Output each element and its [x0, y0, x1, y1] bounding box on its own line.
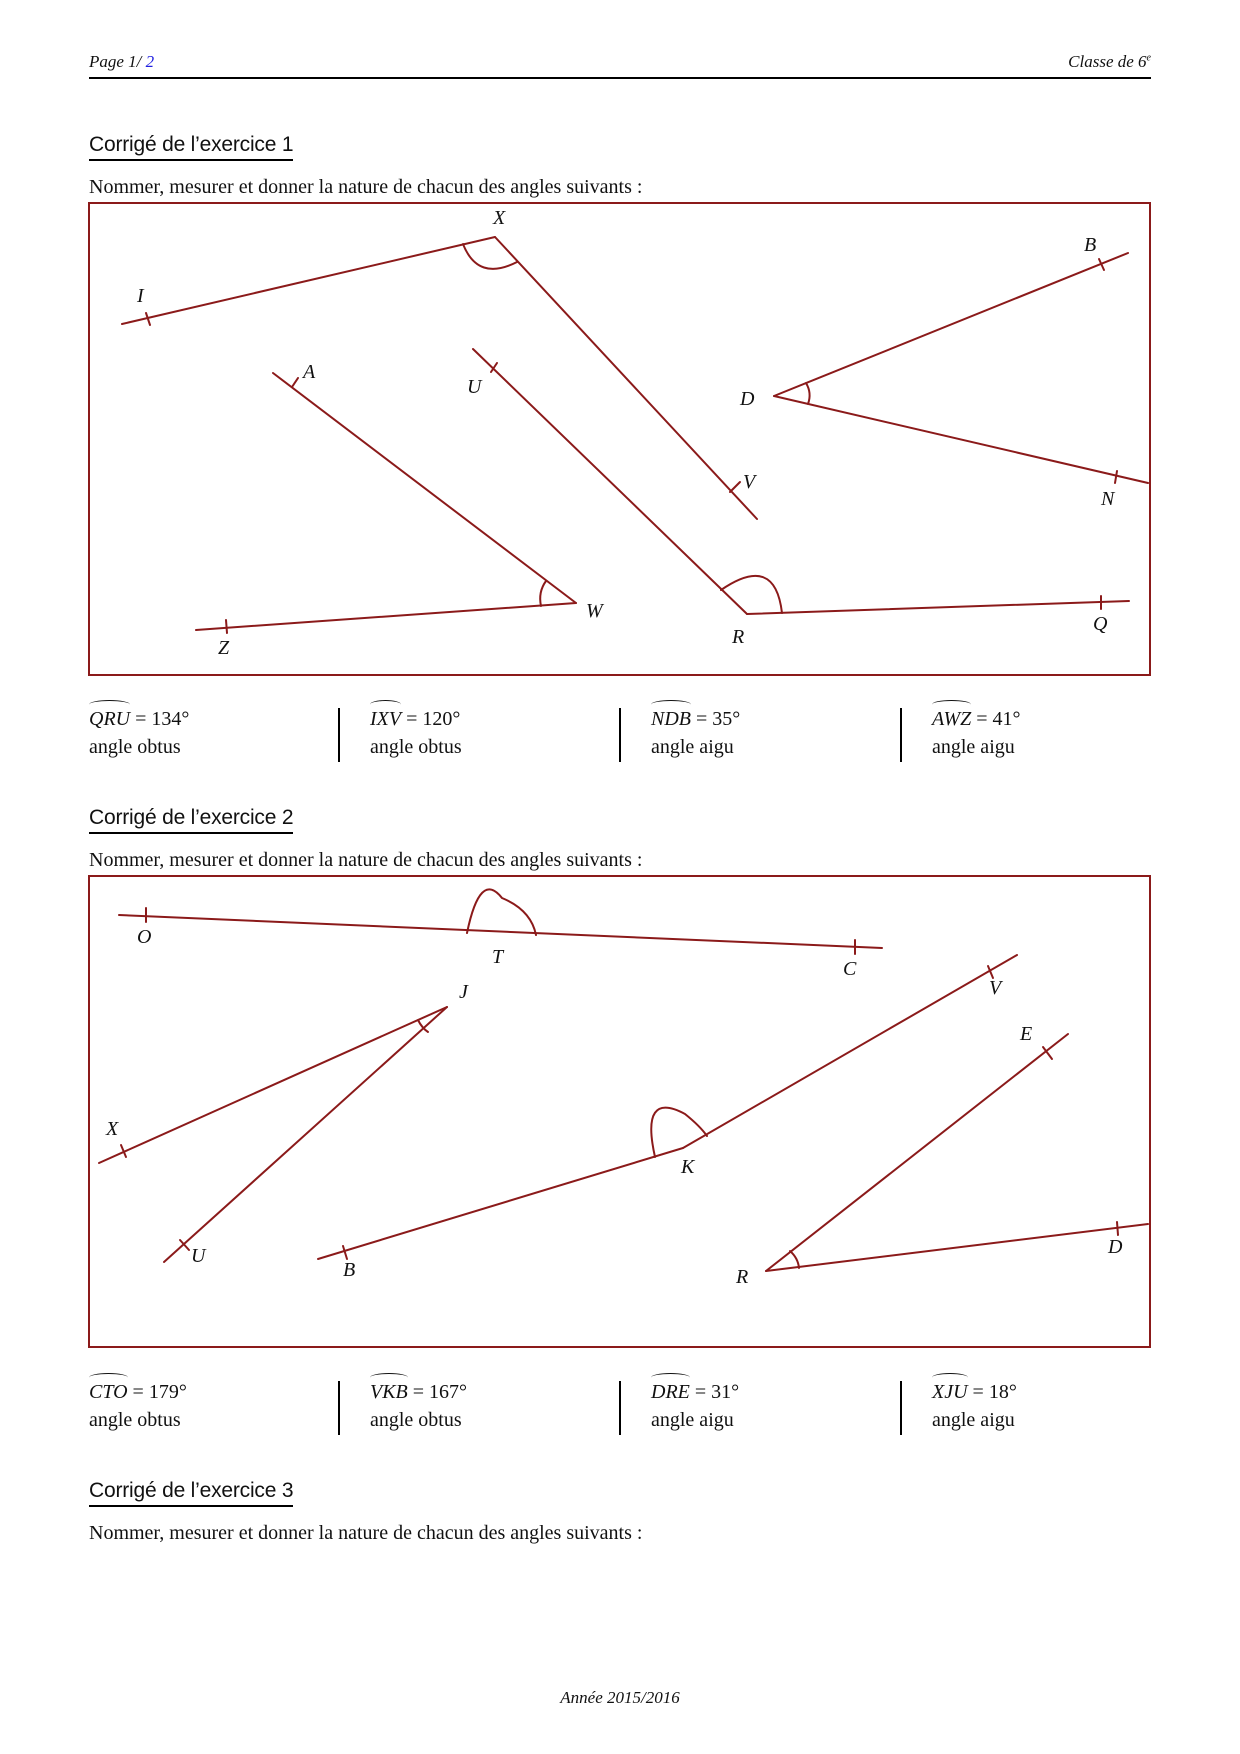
angle-name: AWZ — [932, 706, 971, 732]
angle-name: NDB — [651, 706, 691, 732]
point-label-x: X — [493, 207, 506, 229]
point-label-t: T — [492, 946, 504, 968]
point-label-w: W — [586, 600, 603, 622]
angle-nature: angle obtus — [370, 1409, 462, 1431]
point-label-v: V — [743, 471, 756, 493]
angle-name: QRU — [89, 706, 130, 732]
point-label-a: A — [303, 361, 316, 383]
point-label-v2: V — [989, 977, 1002, 999]
angle-name: IXV — [370, 706, 401, 732]
angle-ixv-figure — [122, 237, 757, 519]
angle-nature: angle aigu — [651, 736, 734, 758]
angle-value: = 18° — [972, 1381, 1017, 1403]
angle-name: CTO — [89, 1379, 128, 1405]
exercise-2-instruction: Nommer, mesurer et donner la nature de chacun des angles suivants : — [89, 849, 643, 871]
angle-nature: angle aigu — [932, 736, 1015, 758]
page-prefix: Page 1/ — [89, 52, 146, 71]
angle-value: = 134° — [135, 708, 190, 730]
point-label-r2: R — [736, 1266, 749, 1288]
point-label-d2: D — [1108, 1236, 1123, 1258]
angle-value: = 179° — [132, 1381, 187, 1403]
class-sup: e — [1146, 52, 1151, 64]
exercise-1-title: Corrigé de l’exercice 1 — [89, 133, 293, 161]
point-label-n: N — [1101, 488, 1115, 510]
exercise-2-title: Corrigé de l’exercice 2 — [89, 806, 293, 834]
point-label-u: U — [467, 376, 482, 398]
angle-name: DRE — [651, 1379, 690, 1405]
angle-awz-figure — [196, 373, 576, 633]
angle-nature: angle obtus — [89, 736, 181, 758]
angle-nature: angle obtus — [370, 736, 462, 758]
angle-value: = 167° — [412, 1381, 468, 1403]
angle-value: = 41° — [976, 708, 1021, 730]
angle-nature: angle aigu — [932, 1409, 1015, 1431]
point-label-d: D — [740, 388, 755, 410]
angle-nature: angle obtus — [89, 1409, 181, 1431]
angle-value: = 31° — [694, 1381, 740, 1403]
point-label-q: Q — [1093, 613, 1108, 635]
angle-vkb-figure — [318, 955, 1017, 1259]
point-label-e: E — [1020, 1023, 1033, 1045]
angle-name: XJU — [932, 1379, 968, 1405]
point-label-b: B — [1084, 234, 1097, 256]
page-total-link[interactable]: 2 — [145, 52, 155, 71]
point-label-k: K — [681, 1156, 695, 1178]
angle-nature: angle aigu — [651, 1409, 734, 1431]
point-label-i: I — [137, 285, 144, 307]
point-label-j: J — [459, 981, 468, 1003]
point-label-u2: U — [191, 1245, 206, 1267]
angle-value: = 35° — [696, 708, 741, 730]
point-label-c: C — [843, 958, 857, 980]
exercise-3-title: Corrigé de l’exercice 3 — [89, 1479, 293, 1507]
angle-value: = 120° — [406, 708, 461, 730]
point-label-b2: B — [343, 1259, 356, 1281]
angle-xju-figure — [99, 1007, 447, 1262]
exercise-1-instruction: Nommer, mesurer et donner la nature de chacun des angles suivants : — [89, 176, 643, 198]
point-label-z: Z — [218, 637, 230, 659]
point-label-o: O — [137, 926, 152, 948]
angle-dre-figure — [766, 1034, 1148, 1271]
point-label-x2: X — [106, 1118, 119, 1140]
page-footer: Année 2015/2016 — [560, 1688, 680, 1707]
angle-qru-figure — [473, 349, 1129, 614]
angle-ndb-figure — [774, 253, 1148, 483]
class-text: Classe de 6 — [1068, 52, 1147, 71]
angle-name: VKB — [370, 1379, 408, 1405]
angle-cto-figure — [119, 889, 882, 954]
exercise-3-instruction: Nommer, mesurer et donner la nature de chacun des angles suivants : — [89, 1522, 643, 1544]
point-label-r: R — [732, 626, 745, 648]
